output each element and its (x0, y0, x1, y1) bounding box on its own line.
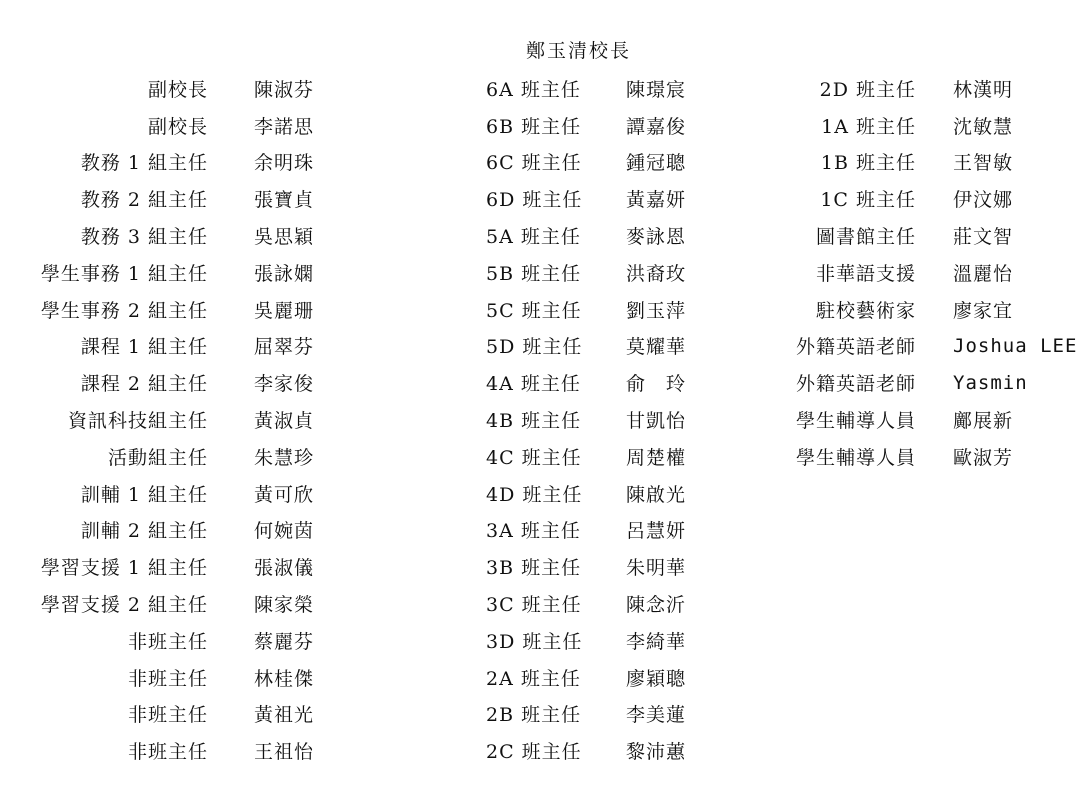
staff-row (486, 659, 746, 696)
staff-name: 莊文智 (953, 226, 1014, 249)
staff-role: 駐校藝術家 (815, 299, 916, 322)
staff-name: Joshua LEE (953, 334, 1078, 357)
staff-row (486, 585, 746, 622)
staff-role: 5A 班主任 (486, 226, 581, 249)
staff-row (486, 475, 746, 512)
staff-role: 3D 班主任 (486, 630, 583, 653)
staff-row (770, 291, 1083, 328)
staff-row (20, 696, 374, 733)
staff-row (486, 622, 746, 659)
staff-name: 黃祖光 (254, 704, 315, 727)
staff-role: 學生事務 1 組主任 (40, 262, 208, 285)
staff-row (770, 364, 1083, 401)
staff-name: 廖穎聰 (626, 667, 687, 690)
staff-row (20, 401, 374, 438)
staff-name: 李綺華 (626, 630, 687, 653)
staff-row (486, 696, 746, 733)
staff-row (486, 144, 746, 181)
staff-role: 外籍英語老師 (795, 336, 916, 359)
staff-role: 5C 班主任 (486, 299, 582, 322)
staff-row (770, 144, 1083, 181)
staff-row (770, 217, 1083, 254)
staff-role: 1B 班主任 (820, 152, 916, 175)
staff-role: 2D 班主任 (819, 78, 916, 101)
staff-row (486, 180, 746, 217)
staff-role: 課程 1 組主任 (80, 336, 208, 359)
staff-name: 何婉茵 (254, 520, 315, 543)
staff-role: 2B 班主任 (486, 704, 582, 727)
staff-role: 非班主任 (127, 704, 208, 727)
staff-row (20, 622, 374, 659)
staff-name: 陳啟光 (626, 483, 687, 506)
staff-name: 陳家榮 (254, 594, 315, 617)
staff-row (20, 438, 374, 475)
staff-role: 1C 班主任 (820, 189, 916, 212)
staff-row (20, 217, 374, 254)
staff-row (770, 328, 1083, 365)
staff-row (770, 438, 1083, 475)
staff-row (20, 180, 374, 217)
staff-role: 3A 班主任 (486, 520, 581, 543)
staff-column-other-staff (770, 70, 1083, 475)
staff-name: 沈敏慧 (953, 115, 1014, 138)
staff-row (20, 732, 374, 769)
staff-name: 王智敏 (953, 152, 1014, 175)
staff-row (486, 512, 746, 549)
staff-name: 俞 玲 (626, 373, 687, 396)
staff-role: 圖書館主任 (815, 226, 916, 249)
staff-name: 林漢明 (953, 78, 1014, 101)
staff-name: 陳淑芬 (254, 78, 315, 101)
staff-name: 鍾冠聰 (626, 152, 687, 175)
staff-row (486, 107, 746, 144)
staff-name: 李美蓮 (626, 704, 687, 727)
staff-name: 溫麗怡 (953, 262, 1014, 285)
staff-role: 非班主任 (127, 667, 208, 690)
staff-row (20, 291, 374, 328)
staff-role: 非班主任 (127, 630, 208, 653)
staff-row (770, 180, 1083, 217)
staff-row (770, 401, 1083, 438)
staff-name: 伊汶娜 (953, 189, 1014, 212)
staff-name: 王祖怡 (254, 741, 315, 764)
staff-role: 教務 3 組主任 (80, 226, 208, 249)
staff-name: 朱明華 (626, 557, 687, 580)
staff-role: 4B 班主任 (486, 410, 582, 433)
staff-row (770, 254, 1083, 291)
staff-role: 活動組主任 (107, 446, 208, 469)
staff-role: 副校長 (147, 78, 208, 101)
staff-row (20, 254, 374, 291)
staff-role: 5D 班主任 (486, 336, 583, 359)
staff-row (486, 217, 746, 254)
staff-row (20, 70, 374, 107)
staff-role: 資訊科技組主任 (67, 410, 208, 433)
staff-name: 張淑儀 (254, 557, 315, 580)
staff-name: 莫耀華 (626, 336, 687, 359)
staff-row (770, 107, 1083, 144)
staff-role: 訓輔 1 組主任 (80, 483, 208, 506)
staff-row (20, 364, 374, 401)
staff-role: 學習支援 2 組主任 (40, 594, 208, 617)
staff-role: 4D 班主任 (486, 483, 583, 506)
staff-name: 呂慧妍 (626, 520, 687, 543)
staff-row (20, 328, 374, 365)
staff-column-admin (20, 70, 374, 769)
staff-name: 林桂傑 (254, 667, 315, 690)
staff-role: 6B 班主任 (486, 115, 582, 138)
staff-name: 甘凱怡 (626, 410, 687, 433)
staff-row (486, 732, 746, 769)
staff-role: 外籍英語老師 (795, 373, 916, 396)
staff-role: 學生輔導人員 (795, 410, 916, 433)
staff-role: 非華語支援 (815, 262, 916, 285)
staff-name: 洪裔玫 (626, 262, 687, 285)
staff-name: 吳思穎 (254, 226, 315, 249)
principal-title: 鄭玉清校長 (525, 40, 631, 62)
staff-role: 1A 班主任 (821, 115, 916, 138)
staff-role: 6D 班主任 (486, 189, 583, 212)
staff-row (20, 107, 374, 144)
staff-role: 5B 班主任 (486, 262, 582, 285)
staff-role: 3B 班主任 (486, 557, 582, 580)
staff-name: 張詠嫻 (254, 262, 315, 285)
staff-name: 劉玉萍 (626, 299, 687, 322)
staff-name: Yasmin (953, 371, 1028, 394)
staff-role: 課程 2 組主任 (80, 373, 208, 396)
staff-row (486, 548, 746, 585)
staff-name: 周楚權 (626, 446, 687, 469)
staff-role: 學生事務 2 組主任 (40, 299, 208, 322)
staff-row (486, 254, 746, 291)
staff-row (770, 70, 1083, 107)
staff-row (20, 548, 374, 585)
staff-row (20, 144, 374, 181)
staff-name: 陳璟宸 (626, 78, 687, 101)
staff-name: 陳念沂 (626, 594, 687, 617)
staff-role: 2A 班主任 (486, 667, 581, 690)
staff-role: 訓輔 2 組主任 (80, 520, 208, 543)
staff-row (486, 401, 746, 438)
staff-name: 蔡麗芬 (254, 630, 315, 653)
staff-name: 譚嘉俊 (626, 115, 687, 138)
staff-name: 李家俊 (254, 373, 315, 396)
staff-name: 朱慧珍 (254, 446, 315, 469)
staff-row (486, 291, 746, 328)
staff-row (486, 364, 746, 401)
staff-name: 黃可欣 (254, 483, 315, 506)
staff-role: 教務 1 組主任 (80, 152, 208, 175)
staff-role: 副校長 (147, 115, 208, 138)
staff-role: 非班主任 (127, 741, 208, 764)
staff-column-class-teachers (486, 70, 746, 769)
staff-row (20, 659, 374, 696)
staff-role: 6A 班主任 (486, 78, 581, 101)
staff-role: 4A 班主任 (486, 373, 581, 396)
staff-row (20, 475, 374, 512)
staff-name: 歐淑芳 (953, 446, 1014, 469)
staff-name: 黃淑貞 (254, 410, 315, 433)
staff-role: 6C 班主任 (486, 152, 582, 175)
staff-name: 麥詠恩 (626, 226, 687, 249)
staff-role: 教務 2 組主任 (80, 189, 208, 212)
staff-row (486, 438, 746, 475)
staff-role: 2C 班主任 (486, 741, 582, 764)
staff-name: 余明珠 (254, 152, 315, 175)
staff-name: 廖家宜 (953, 299, 1014, 322)
staff-row (20, 585, 374, 622)
staff-name: 黃嘉妍 (626, 189, 687, 212)
staff-role: 3C 班主任 (486, 594, 582, 617)
staff-row (20, 512, 374, 549)
staff-name: 李諾思 (254, 115, 315, 138)
staff-row (486, 328, 746, 365)
staff-name: 鄺展新 (953, 410, 1014, 433)
staff-name: 張寶貞 (254, 189, 315, 212)
staff-name: 黎沛蕙 (626, 741, 687, 764)
staff-role: 學習支援 1 組主任 (40, 557, 208, 580)
staff-role: 4C 班主任 (486, 446, 582, 469)
staff-name: 吳麗珊 (254, 299, 315, 322)
staff-role: 學生輔導人員 (795, 446, 916, 469)
staff-name: 屈翠芬 (254, 336, 315, 359)
staff-row (486, 70, 746, 107)
